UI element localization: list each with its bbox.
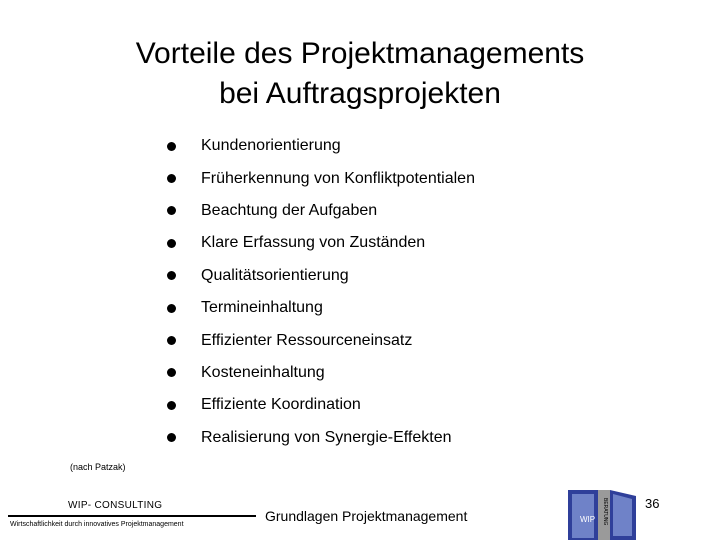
bullet-item xyxy=(163,292,475,324)
bullet-item xyxy=(163,357,475,389)
wip-logo-icon xyxy=(568,488,636,540)
bullet-text: Termineinhaltung xyxy=(201,299,323,317)
bullet-dot-icon xyxy=(167,336,176,345)
bullet-dot-icon xyxy=(167,368,176,377)
bullet-text: Kosteneinhaltung xyxy=(201,363,325,381)
bullet-text: Beachtung der Aufgaben xyxy=(201,201,378,219)
slide-title xyxy=(60,34,660,114)
bullet-text: Kundenorientierung xyxy=(201,137,341,155)
bullet-list xyxy=(163,130,475,454)
bullet-item xyxy=(163,324,475,356)
source-note: (nach Patzak) xyxy=(70,462,126,472)
bullet-item xyxy=(163,130,475,162)
bullet-dot-icon xyxy=(167,142,176,151)
bullet-item xyxy=(163,227,475,259)
bullet-item xyxy=(163,422,475,454)
bullet-item xyxy=(163,260,475,292)
bullet-text: Klare Erfassung von Zuständen xyxy=(201,234,426,252)
logo-vertical-text: BERATUNG xyxy=(602,498,608,526)
bullet-dot-icon xyxy=(167,239,176,248)
slide-title-line-2: bei Auftragsprojekten xyxy=(219,77,501,110)
footer-center-text: Grundlagen Projektmanagement xyxy=(265,508,468,524)
bullet-text: Qualitätsorientierung xyxy=(201,266,349,284)
bullet-dot-icon xyxy=(167,433,176,442)
logo-right-inner xyxy=(613,494,632,536)
bullet-dot-icon xyxy=(167,271,176,280)
bullet-dot-icon xyxy=(167,304,176,313)
bullet-item xyxy=(163,389,475,421)
bullet-dot-icon xyxy=(167,206,176,215)
footer-company-name: WIP- CONSULTING xyxy=(68,500,163,511)
footer-tagline: Wirtschaftlichkeit durch innovatives Projektmanagement xyxy=(10,521,184,528)
bullet-text: Früherkennung von Konfliktpotentialen xyxy=(201,169,475,187)
footer-divider xyxy=(8,515,256,517)
bullet-text: Effiziente Koordination xyxy=(201,396,361,414)
bullet-text: Effizienter Ressourceneinsatz xyxy=(201,331,413,349)
bullet-item xyxy=(163,162,475,194)
bullet-item xyxy=(163,195,475,227)
logo-text: WIP xyxy=(580,515,596,524)
bullet-dot-icon xyxy=(167,401,176,410)
bullet-text: Realisierung von Synergie-Effekten xyxy=(201,428,452,446)
slide-title-line-1: Vorteile des Projektmanagements xyxy=(135,37,585,70)
page-number: 36 xyxy=(645,496,660,511)
bullet-dot-icon xyxy=(167,174,176,183)
